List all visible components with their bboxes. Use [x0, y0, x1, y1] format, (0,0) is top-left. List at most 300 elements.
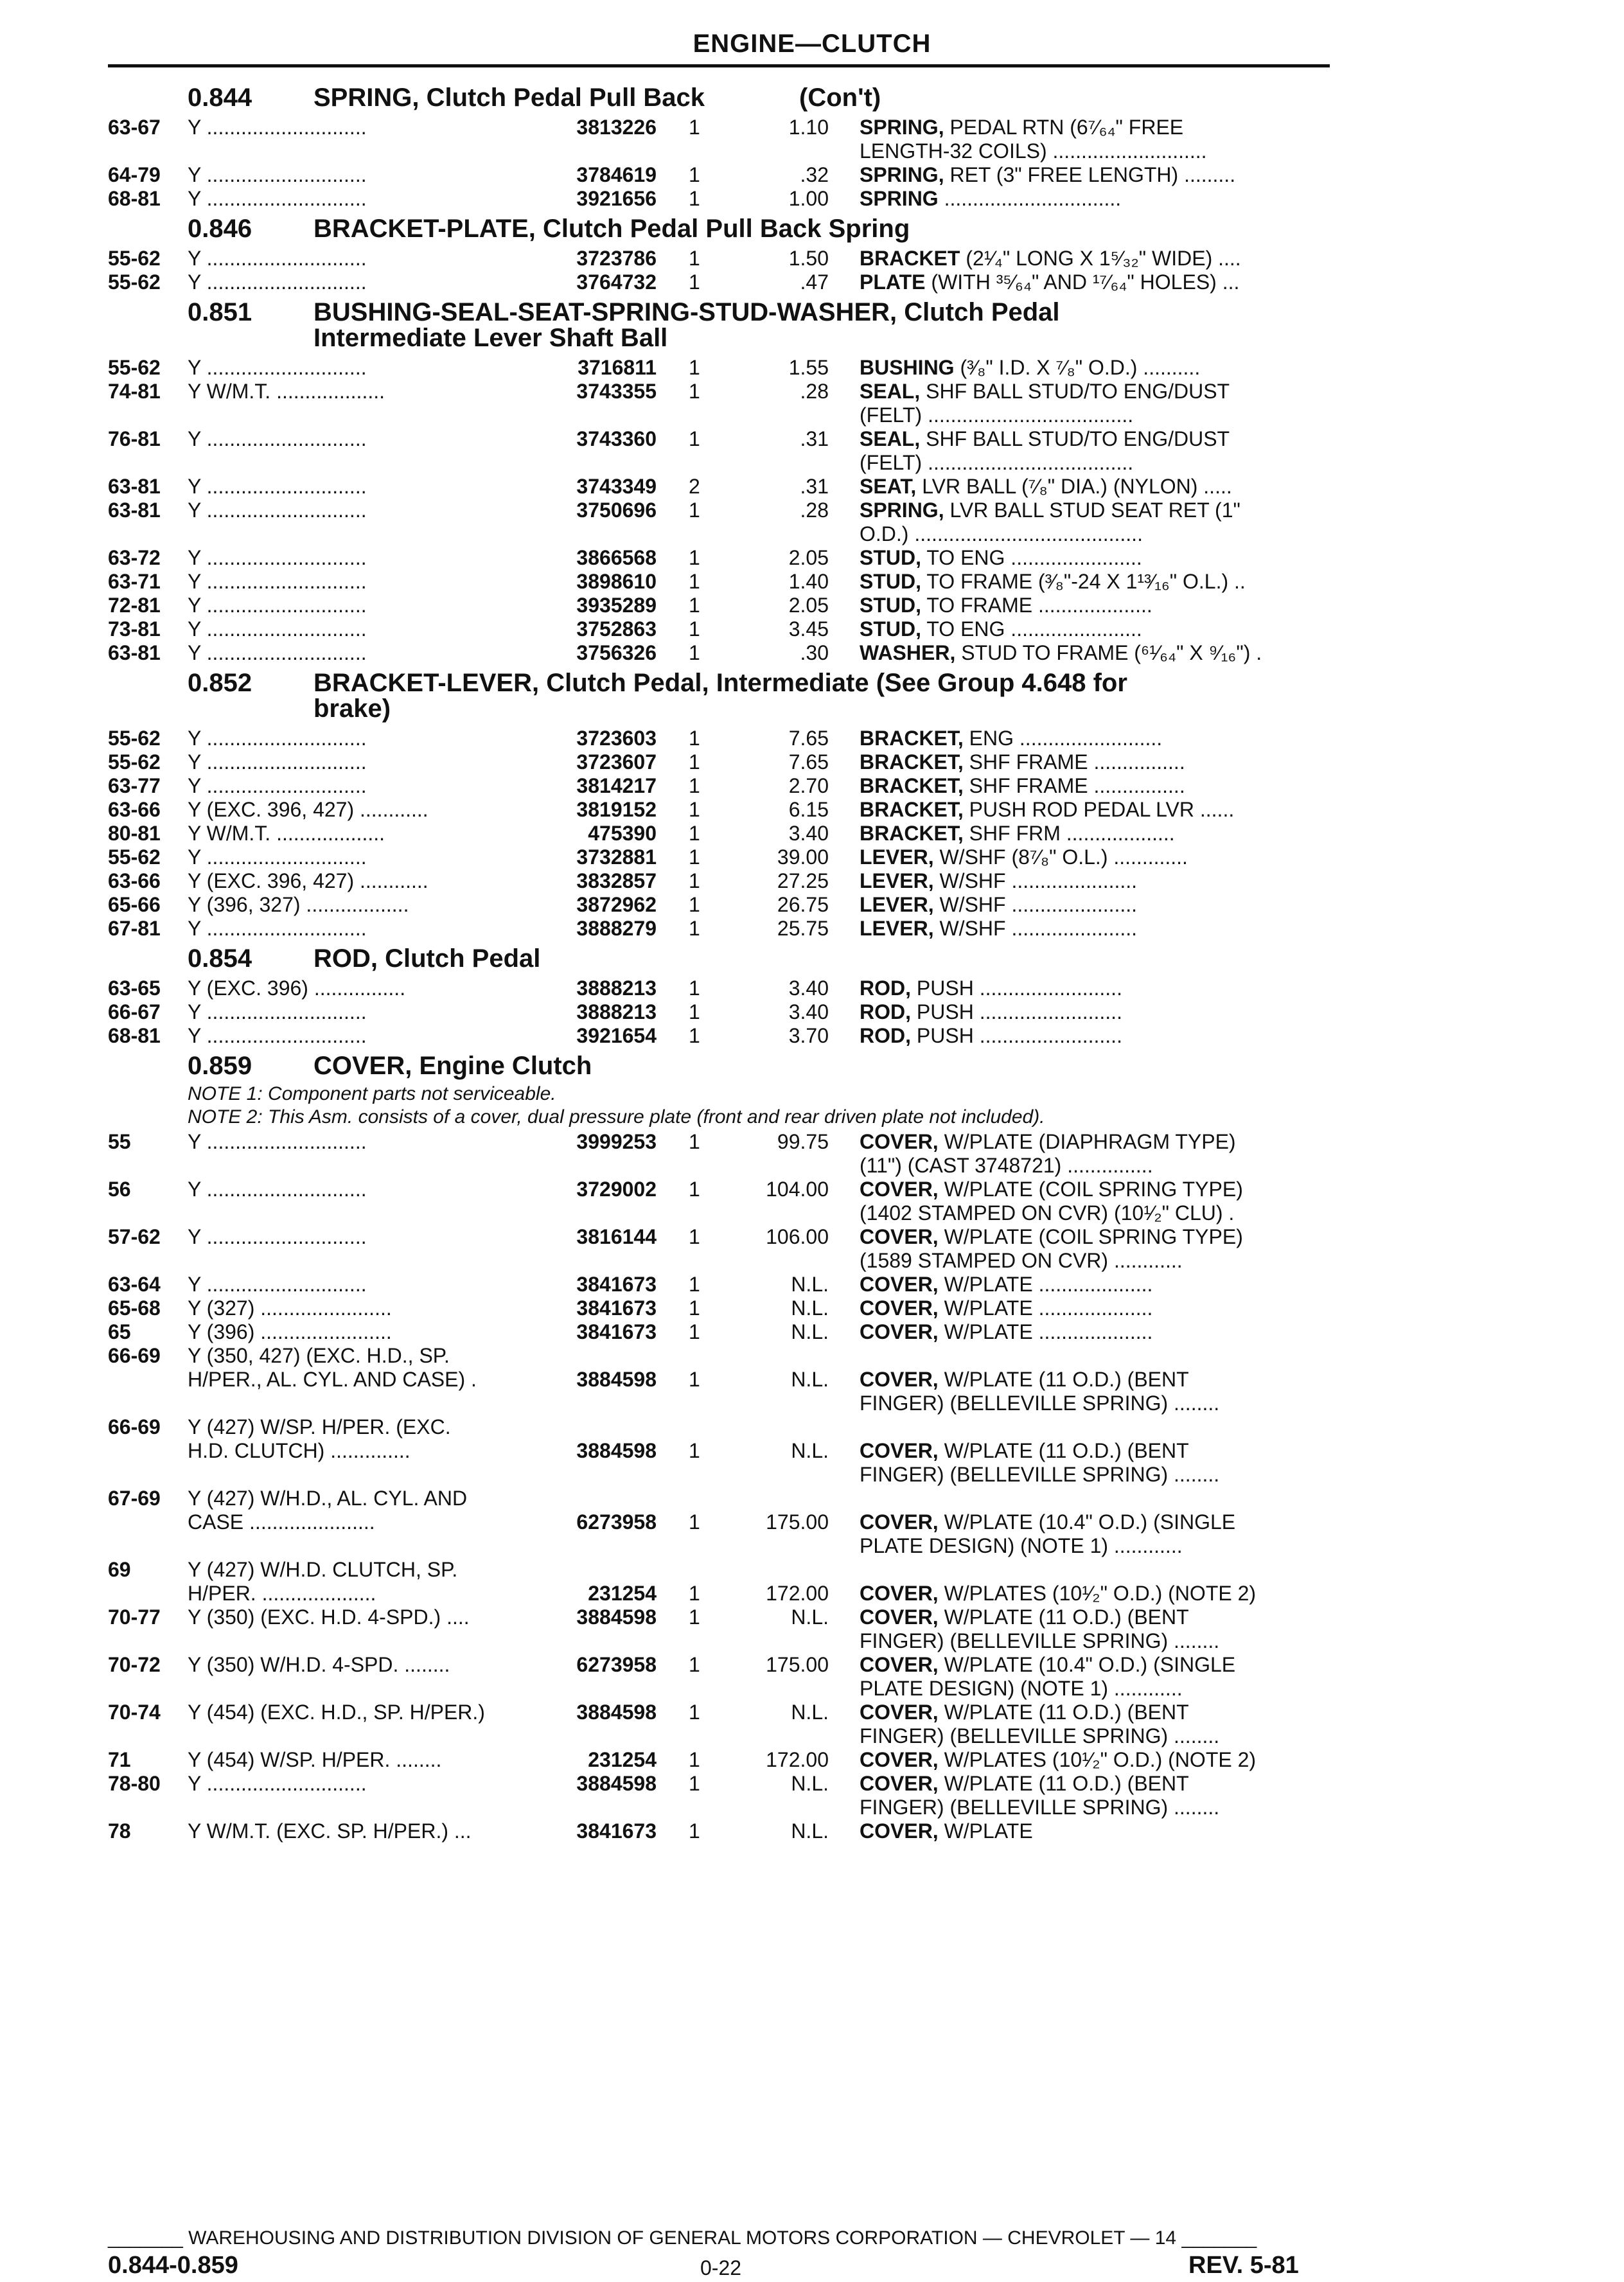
application: Y ............................: [188, 750, 367, 774]
price: 1.00: [788, 187, 829, 210]
description-keyword: BRACKET,: [860, 798, 964, 821]
application: Y ............................: [188, 163, 367, 186]
description-detail: (³⁄₈" I.D. X ⁷⁄₈" O.D.) ..........: [960, 356, 1201, 379]
application: Y ............................: [188, 1772, 367, 1795]
description: [860, 592, 1328, 618]
group-number: 0.852: [188, 669, 252, 697]
description: [860, 797, 1328, 822]
description-detail: LVR BALL (⁷⁄₈" DIA.) (NYLON) .....: [922, 475, 1232, 498]
quantity: 1: [689, 356, 700, 379]
part-row: [0, 975, 1624, 1001]
part-row: [0, 1604, 1624, 1630]
description: [860, 1367, 1328, 1392]
part-row: [0, 773, 1624, 799]
description-detail: W/PLATE (DIAPHRAGM TYPE): [944, 1130, 1236, 1153]
price: 1.10: [788, 116, 829, 139]
application: Y (396) .......................: [188, 1320, 392, 1343]
model-years: 71: [108, 1748, 131, 1771]
part-number: 3723786: [576, 247, 657, 270]
part-row: [0, 1295, 1624, 1321]
part-row: [0, 378, 1624, 404]
price: 175.00: [766, 1653, 829, 1676]
part-number: 3921654: [576, 1024, 657, 1047]
quantity: 1: [689, 1439, 700, 1462]
application: Y (327) .......................: [188, 1296, 392, 1320]
model-years: 73-81: [108, 617, 161, 641]
continuation-row: [0, 1533, 1624, 1559]
quantity: 1: [689, 641, 700, 664]
part-row: [0, 186, 1624, 211]
model-years: 55-62: [108, 247, 161, 270]
model-years: 56: [108, 1178, 131, 1201]
part-number: 3888279: [576, 917, 657, 940]
part-row: [0, 1699, 1624, 1725]
continuation-row: [0, 1200, 1624, 1226]
description: [860, 473, 1328, 499]
description-keyword: COVER,: [860, 1701, 939, 1724]
application: Y ............................: [188, 356, 367, 379]
part-row: [0, 749, 1624, 775]
continuation-row: [0, 1794, 1624, 1820]
price: 106.00: [766, 1225, 829, 1248]
price: N.L.: [791, 1296, 829, 1320]
description-keyword: BRACKET,: [860, 774, 964, 797]
description-keyword: COVER,: [860, 1772, 939, 1795]
description-keyword: BRACKET,: [860, 822, 964, 845]
part-number: 231254: [588, 1582, 657, 1605]
description: [860, 749, 1328, 775]
part-row: [0, 999, 1624, 1025]
model-years: 76-81: [108, 427, 161, 450]
part-number: 475390: [588, 822, 657, 845]
description: [860, 521, 1328, 547]
model-years: 80-81: [108, 822, 161, 845]
description-detail: PUSH .........................: [916, 1024, 1122, 1047]
part-number: 3884598: [576, 1368, 657, 1391]
description-detail: SHF FRAME ................: [969, 774, 1185, 797]
application: Y (427) W/H.D., AL. CYL. AND: [188, 1487, 468, 1510]
model-years: 70-74: [108, 1701, 161, 1724]
application: Y ............................: [188, 546, 367, 569]
price: .31: [800, 427, 829, 450]
description: [860, 426, 1328, 452]
description-detail: W/PLATE ....................: [944, 1273, 1153, 1296]
price: 3.40: [788, 1000, 829, 1023]
description-keyword: BRACKET,: [860, 750, 964, 774]
continuation-row: [0, 1485, 1624, 1511]
price: .32: [800, 163, 829, 186]
description-detail: W/PLATE (11 O.D.) (BENT: [944, 1368, 1189, 1391]
description-detail: SHF FRAME ................: [969, 750, 1185, 774]
description-keyword: COVER,: [860, 1368, 939, 1391]
description-detail: W/SHF ......................: [939, 917, 1138, 940]
model-years: 63-77: [108, 774, 161, 797]
quantity: 1: [689, 1701, 700, 1724]
description-detail: FINGER) (BELLEVILLE SPRING) ........: [860, 1463, 1220, 1486]
model-years: 55-62: [108, 727, 161, 750]
group-number: 0.854: [188, 944, 252, 973]
application: Y ............................: [188, 570, 367, 593]
group-title: COVER, Engine Clutch: [313, 1052, 592, 1080]
group-number: 0.846: [188, 215, 252, 243]
description-detail: W/PLATES (10¹⁄₂" O.D.) (NOTE 2): [944, 1748, 1257, 1771]
price: 2.05: [788, 594, 829, 617]
model-years: 63-65: [108, 977, 161, 1000]
quantity: 1: [689, 1510, 700, 1534]
description-keyword: LEVER,: [860, 917, 934, 940]
part-row: [0, 797, 1624, 822]
description-keyword: BRACKET: [860, 247, 960, 270]
description-detail: W/SHF ......................: [939, 869, 1138, 892]
price: 104.00: [766, 1178, 829, 1201]
description-detail: W/PLATE (11 O.D.) (BENT: [944, 1772, 1189, 1795]
description: [860, 1271, 1328, 1297]
part-row: [0, 473, 1624, 499]
application: Y (396, 327) ..................: [188, 893, 409, 916]
description-keyword: COVER,: [860, 1296, 939, 1320]
group-suffix: (Con't): [799, 84, 881, 112]
description-detail: W/PLATE ....................: [944, 1320, 1153, 1343]
part-row: [0, 1129, 1624, 1154]
group-heading: [0, 1050, 1624, 1081]
application: Y ............................: [188, 1000, 367, 1023]
footer-revision: REV. 5-81: [1188, 2252, 1299, 2279]
part-row: [0, 355, 1624, 380]
model-years: 67-69: [108, 1487, 161, 1510]
quantity: 1: [689, 1772, 700, 1795]
price: 3.45: [788, 617, 829, 641]
model-years: 67-81: [108, 917, 161, 940]
price: 1.40: [788, 570, 829, 593]
model-years: 68-81: [108, 187, 161, 210]
part-number: 3841673: [576, 1273, 657, 1296]
price: 3.40: [788, 977, 829, 1000]
price: .28: [800, 499, 829, 522]
quantity: 1: [689, 1653, 700, 1676]
application: Y ............................: [188, 1024, 367, 1047]
description: [860, 1818, 1328, 1844]
part-row: [0, 1771, 1624, 1796]
model-years: 55: [108, 1130, 131, 1153]
group-heading-continued: [0, 323, 1624, 353]
part-row: [0, 1438, 1624, 1464]
price: N.L.: [791, 1605, 829, 1629]
application: Y ............................: [188, 499, 367, 522]
description-detail: RET (3" FREE LENGTH) .........: [949, 163, 1236, 186]
model-years: 55-62: [108, 356, 161, 379]
description: [860, 1200, 1328, 1226]
group-number: 0.851: [188, 298, 252, 326]
description-keyword: COVER,: [860, 1510, 939, 1534]
description-keyword: BUSHING: [860, 356, 955, 379]
description-detail: PLATE DESIGN) (NOTE 1) ............: [860, 1677, 1183, 1700]
model-years: 55-62: [108, 270, 161, 294]
description-detail: FINGER) (BELLEVILLE SPRING) ........: [860, 1392, 1220, 1415]
part-number: 3814217: [576, 774, 657, 797]
description-detail: (FELT) ....................................: [860, 451, 1134, 474]
part-row: [0, 892, 1624, 917]
group-note: NOTE 1: Component parts not serviceable.: [188, 1083, 556, 1104]
description-detail: PLATE DESIGN) (NOTE 1) ............: [860, 1534, 1183, 1557]
continuation-row: [0, 1414, 1624, 1440]
group-title: SPRING, Clutch Pedal Pull Back: [313, 84, 705, 112]
application: Y ............................: [188, 427, 367, 450]
description: [860, 725, 1328, 751]
price: 6.15: [788, 798, 829, 821]
part-number: 3841673: [576, 1819, 657, 1843]
description: [860, 1390, 1328, 1416]
group-title-continued: brake): [313, 694, 391, 723]
part-number: 231254: [588, 1748, 657, 1771]
model-years: 70-72: [108, 1653, 161, 1676]
model-years: 63-64: [108, 1273, 161, 1296]
description: [860, 1509, 1328, 1535]
description: [860, 1699, 1328, 1725]
description-detail: (FELT) ....................................: [860, 403, 1134, 427]
group-heading: [0, 82, 1624, 113]
model-years: 63-66: [108, 869, 161, 892]
description: [860, 162, 1328, 188]
description-keyword: LEVER,: [860, 869, 934, 892]
description-keyword: SPRING,: [860, 163, 944, 186]
model-years: 65-68: [108, 1296, 161, 1320]
model-years: 63-81: [108, 475, 161, 498]
part-row: [0, 725, 1624, 751]
quantity: 1: [689, 1225, 700, 1248]
part-row: [0, 640, 1624, 666]
part-number: 3752863: [576, 617, 657, 641]
quantity: 1: [689, 917, 700, 940]
model-years: 63-81: [108, 499, 161, 522]
quantity: 1: [689, 1273, 700, 1296]
price: N.L.: [791, 1772, 829, 1795]
model-years: 72-81: [108, 594, 161, 617]
part-number: 3716811: [578, 356, 657, 379]
description: [860, 497, 1328, 523]
price: .30: [800, 641, 829, 664]
description-detail: PEDAL RTN (6⁷⁄₆₄" FREE: [949, 116, 1184, 139]
description: [860, 569, 1328, 594]
quantity: 1: [689, 869, 700, 892]
quantity: 1: [689, 798, 700, 821]
part-number: 3884598: [576, 1772, 657, 1795]
quantity: 1: [689, 1605, 700, 1629]
description-detail: (1589 STAMPED ON CVR) ............: [860, 1249, 1183, 1272]
price: 3.40: [788, 822, 829, 845]
group-title: BUSHING-SEAL-SEAT-SPRING-STUD-WASHER, Clutch Pedal: [313, 298, 1060, 326]
continuation-row: [0, 1628, 1624, 1654]
footer-range: 0.844-0.859: [108, 2252, 238, 2279]
group-title: ROD, Clutch Pedal: [313, 944, 541, 973]
description-keyword: COVER,: [860, 1748, 939, 1771]
application: Y (EXC. 396, 427) ............: [188, 798, 428, 821]
part-row: [0, 426, 1624, 452]
quantity: 1: [689, 1582, 700, 1605]
description: [860, 999, 1328, 1025]
model-years: 57-62: [108, 1225, 161, 1248]
part-row: [0, 1271, 1624, 1297]
description-detail: (2¹⁄₄" LONG X 1⁵⁄₃₂" WIDE) ....: [966, 247, 1241, 270]
description-detail: W/PLATE ....................: [944, 1296, 1153, 1320]
application: H.D. CLUTCH) ..............: [188, 1439, 410, 1462]
description-keyword: COVER,: [860, 1439, 939, 1462]
description-keyword: COVER,: [860, 1582, 939, 1605]
description: [860, 1747, 1328, 1773]
description: [860, 545, 1328, 570]
description-detail: SHF FRM ...................: [969, 822, 1175, 845]
application: Y ............................: [188, 116, 367, 139]
part-number: 3756326: [576, 641, 657, 664]
price: .28: [800, 380, 829, 403]
description-detail: W/PLATE (COIL SPRING TYPE): [944, 1225, 1243, 1248]
part-row: [0, 868, 1624, 894]
description: [860, 1628, 1328, 1654]
continuation-row: [0, 138, 1624, 164]
description: [860, 1794, 1328, 1820]
description: [860, 773, 1328, 799]
description: [860, 138, 1328, 164]
part-row: [0, 569, 1624, 594]
description-keyword: STUD,: [860, 594, 921, 617]
description-keyword: LEVER,: [860, 845, 934, 869]
part-number: 3921656: [576, 187, 657, 210]
application: CASE ......................: [188, 1510, 375, 1534]
model-years: 55-62: [108, 750, 161, 774]
description: [860, 1462, 1328, 1487]
description-keyword: COVER,: [860, 1178, 939, 1201]
description-keyword: COVER,: [860, 1273, 939, 1296]
quantity: 1: [689, 1368, 700, 1391]
quantity: 1: [689, 617, 700, 641]
quantity: 1: [689, 163, 700, 186]
application: Y ............................: [188, 1225, 367, 1248]
model-years: 55-62: [108, 845, 161, 869]
continuation-row: [0, 450, 1624, 475]
group-title: BRACKET-LEVER, Clutch Pedal, Intermediate (See Group 4.648 for: [313, 669, 1127, 697]
description-detail: ENG .........................: [969, 727, 1163, 750]
group-number: 0.844: [188, 84, 252, 112]
part-row: [0, 497, 1624, 523]
price: N.L.: [791, 1819, 829, 1843]
price: 1.50: [788, 247, 829, 270]
description: [860, 975, 1328, 1001]
description: [860, 355, 1328, 380]
part-number: 3743355: [576, 380, 657, 403]
part-number: 3784619: [576, 163, 657, 186]
price: .31: [800, 475, 829, 498]
description: [860, 1319, 1328, 1345]
application: Y (350, 427) (EXC. H.D., SP.: [188, 1344, 450, 1367]
header-rule: [108, 64, 1330, 67]
footer-division: _______ WAREHOUSING AND DISTRIBUTION DIVISION OF GENERAL MOTORS CORPORATION — CHEVROLET — 14 _______: [108, 2227, 1257, 2249]
part-number: 3898610: [576, 570, 657, 593]
quantity: 1: [689, 1130, 700, 1153]
price: 1.55: [788, 356, 829, 379]
quantity: 1: [689, 427, 700, 450]
description-detail: O.D.) ........................................: [860, 522, 1143, 545]
description: [860, 915, 1328, 941]
part-row: [0, 269, 1624, 295]
part-row: [0, 1652, 1624, 1677]
continuation-row: [0, 1153, 1624, 1178]
quantity: 1: [689, 977, 700, 1000]
part-number: 3743349: [576, 475, 657, 498]
description-detail: LVR BALL STUD SEAT RET (1": [949, 499, 1240, 522]
part-number: 3750696: [576, 499, 657, 522]
part-row: [0, 245, 1624, 271]
application: Y ............................: [188, 1273, 367, 1296]
application: Y W/M.T. (EXC. SP. H/PER.) ...: [188, 1819, 472, 1843]
description-keyword: ROD,: [860, 1024, 911, 1047]
description-keyword: LEVER,: [860, 893, 934, 916]
quantity: 1: [689, 1320, 700, 1343]
part-number: 3884598: [576, 1701, 657, 1724]
part-row: [0, 1319, 1624, 1345]
description-keyword: SEAT,: [860, 475, 917, 498]
quantity: 1: [689, 822, 700, 845]
continuation-row: [0, 1676, 1624, 1701]
group-number: 0.859: [188, 1052, 252, 1080]
continuation-row: [0, 1248, 1624, 1273]
quantity: 1: [689, 247, 700, 270]
quantity: 1: [689, 380, 700, 403]
part-number: 3872962: [576, 893, 657, 916]
quantity: 1: [689, 499, 700, 522]
application: Y (427) W/H.D. CLUTCH, SP.: [188, 1558, 458, 1581]
part-number: 3999253: [576, 1130, 657, 1153]
part-number: 3884598: [576, 1605, 657, 1629]
description-keyword: PLATE: [860, 270, 926, 294]
part-row: [0, 162, 1624, 188]
part-row: [0, 1176, 1624, 1202]
description-keyword: ROD,: [860, 1000, 911, 1023]
description: [860, 378, 1328, 404]
page-title: ENGINE—CLUTCH: [693, 30, 931, 58]
quantity: 1: [689, 1296, 700, 1320]
description-keyword: COVER,: [860, 1130, 939, 1153]
part-number: 3832857: [576, 869, 657, 892]
continuation-row: [0, 1462, 1624, 1487]
description: [860, 1723, 1328, 1749]
quantity: 1: [689, 1748, 700, 1771]
model-years: 70-77: [108, 1605, 161, 1629]
description: [860, 1153, 1328, 1178]
part-row: [0, 545, 1624, 570]
part-number: 3841673: [576, 1296, 657, 1320]
price: 26.75: [777, 893, 829, 916]
continuation-row: [0, 521, 1624, 547]
application: Y ............................: [188, 641, 367, 664]
model-years: 63-72: [108, 546, 161, 569]
price: 27.25: [777, 869, 829, 892]
part-row: [0, 1580, 1624, 1606]
description: [860, 1129, 1328, 1154]
description: [860, 1676, 1328, 1701]
description-keyword: STUD,: [860, 570, 921, 593]
part-number: 3888213: [576, 977, 657, 1000]
description-detail: PUSH .........................: [916, 1000, 1122, 1023]
part-number: 3841673: [576, 1320, 657, 1343]
description-detail: LENGTH-32 COILS) ...........................: [860, 139, 1207, 163]
description: [860, 844, 1328, 870]
model-years: 69: [108, 1558, 131, 1581]
description-detail: FINGER) (BELLEVILLE SPRING) ........: [860, 1724, 1220, 1747]
application: Y ............................: [188, 617, 367, 641]
description-keyword: STUD,: [860, 546, 921, 569]
description: [860, 245, 1328, 271]
description-keyword: COVER,: [860, 1605, 939, 1629]
price: 25.75: [777, 917, 829, 940]
